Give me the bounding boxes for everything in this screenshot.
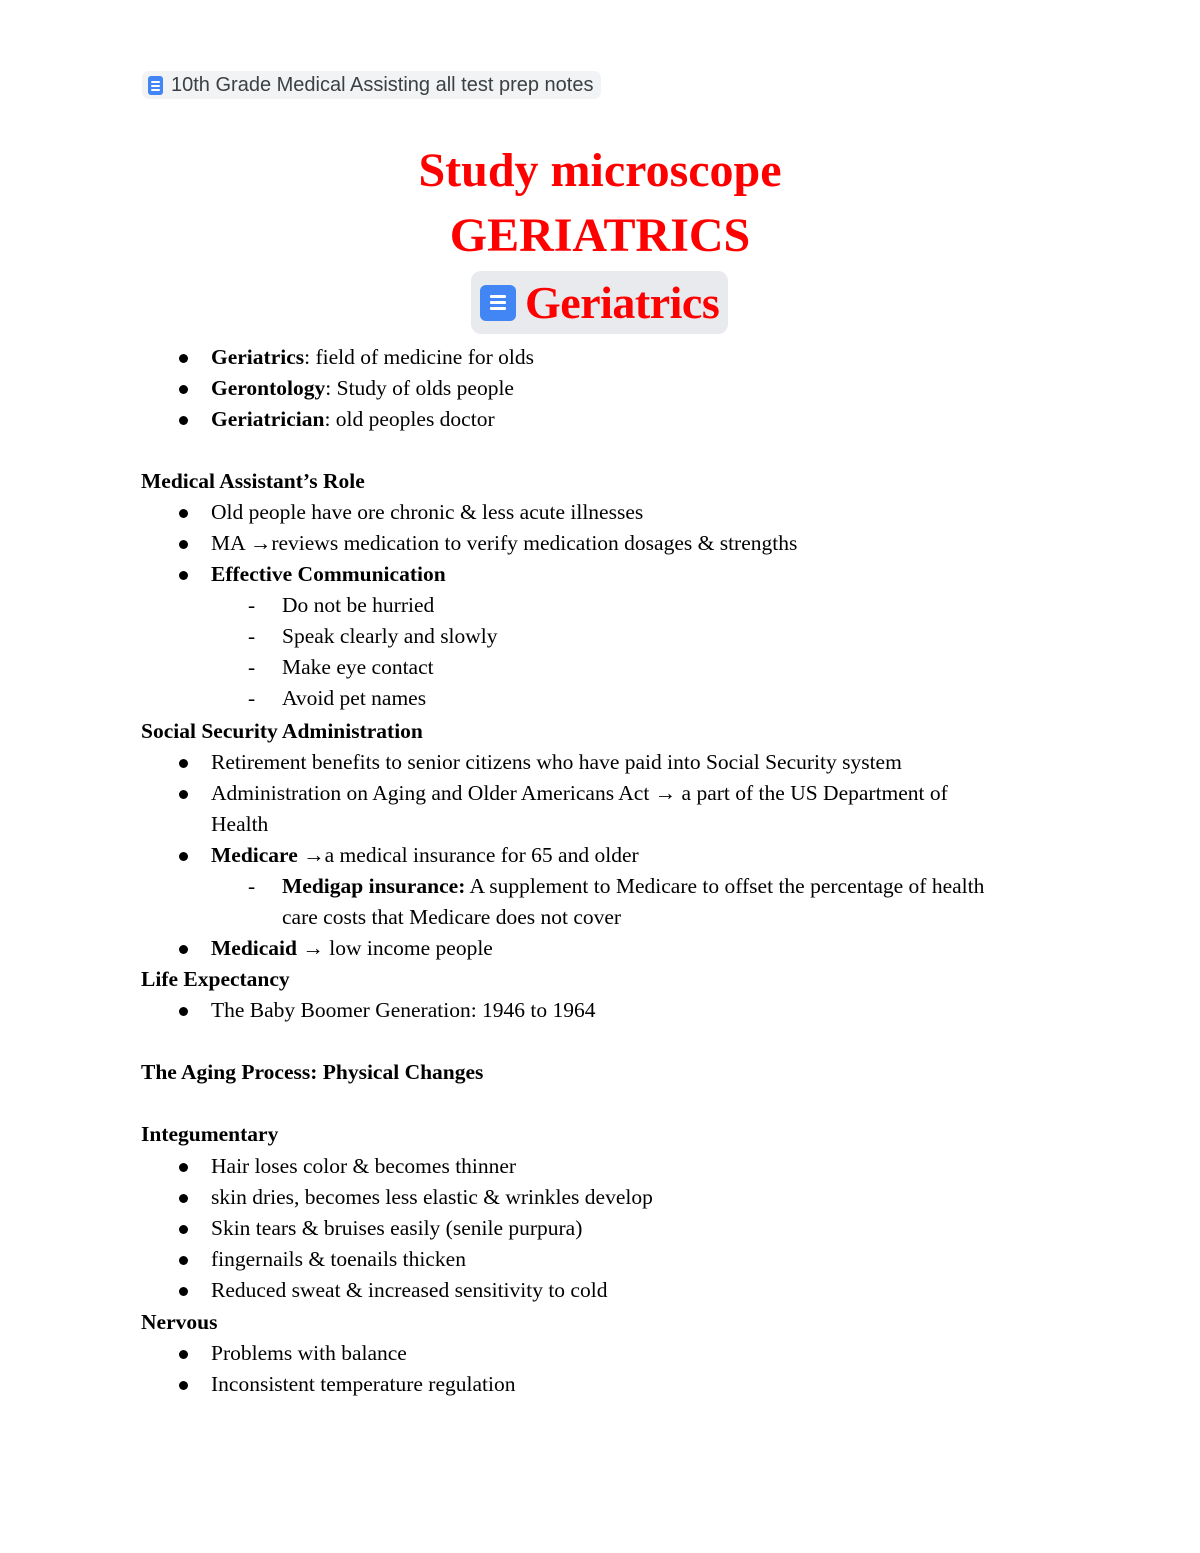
term: Geriatrician [211, 407, 325, 431]
term: Medicare [211, 843, 298, 867]
term: Effective Communication [211, 562, 446, 586]
title-line-2: GERIATRICS [449, 209, 751, 262]
bullet [179, 509, 188, 518]
sub-list-item: Speak clearly and slowly [282, 624, 498, 648]
definition-text: A supplement to Medicare to offset the percentage of health [465, 874, 985, 898]
bullet [179, 1163, 188, 1172]
list-item: Inconsistent temperature regulation [211, 1372, 516, 1396]
definition-text: : old peoples doctor [324, 407, 495, 431]
list-item: Retirement benefits to senior citizens who have paid into Social Security system [211, 750, 902, 774]
list-item [211, 559, 446, 590]
sub-list-item: Avoid pet names [282, 686, 427, 710]
list-item: The Baby Boomer Generation: 1946 to 1964 [211, 998, 596, 1022]
bullet [179, 416, 188, 425]
list-item: Hair loses color & becomes thinner [211, 1154, 517, 1178]
list-item: Reduced sweat & increased sensitivity to cold [211, 1278, 608, 1302]
bullet [179, 1287, 188, 1296]
section-heading: The Aging Process: Physical Changes [141, 1060, 484, 1084]
bullet [179, 1256, 188, 1265]
term: Gerontology [211, 376, 326, 400]
linked-doc-chip[interactable] [142, 71, 601, 99]
bullet [179, 1007, 188, 1016]
section-heading: Integumentary [141, 1122, 279, 1146]
term: Medicaid [211, 936, 297, 960]
section-heading: Nervous [141, 1310, 218, 1334]
list-item: fingernails & toenails thicken [211, 1247, 466, 1271]
bullet [179, 1381, 188, 1390]
dash-marker: - [248, 874, 256, 898]
bullet [179, 540, 188, 549]
sub-list-item: Do not be hurried [282, 593, 435, 617]
dash-marker: - [248, 624, 256, 648]
list-item: Skin tears & bruises easily (senile purpura) [211, 1216, 583, 1240]
bullet [179, 571, 188, 580]
sub-list-item-continued: care costs that Medicare does not cover [282, 905, 622, 929]
geriatrics-doc-chip[interactable] [471, 271, 728, 334]
linked-doc-title: 10th Grade Medical Assisting all test prep notes [171, 73, 594, 96]
dash-marker: - [248, 655, 256, 679]
definition-text: : field of medicine for olds [304, 345, 534, 369]
bullet [179, 852, 188, 861]
list-item: Administration on Aging and Older Americans Act → a part of the US Department of [211, 781, 948, 805]
section-heading: Social Security Administration [141, 719, 423, 743]
definition-text: →a medical insurance for 65 and older [297, 843, 639, 867]
list-item [211, 933, 493, 964]
definition-text: → low income people [297, 936, 493, 960]
sub-list-item [282, 871, 984, 902]
google-docs-icon [480, 285, 516, 321]
term: Geriatrics [211, 345, 305, 369]
bullet [179, 1350, 188, 1359]
list-item-continued: Health [211, 812, 269, 836]
section-heading: Life Expectancy [141, 967, 290, 991]
sub-list-item: Make eye contact [282, 655, 434, 679]
title-line-1: Study microscope [418, 144, 782, 197]
definition-text: : Study of olds people [325, 376, 514, 400]
google-docs-icon [148, 76, 163, 95]
bullet [179, 1225, 188, 1234]
geriatrics-chip-label: Geriatrics [525, 277, 720, 328]
list-item: MA →reviews medication to verify medication dosages & strengths [211, 531, 798, 555]
bullet [179, 385, 188, 394]
list-item: skin dries, becomes less elastic & wrinkles develop [211, 1185, 653, 1209]
bullet [179, 759, 188, 768]
list-item [211, 840, 639, 871]
list-item [211, 373, 514, 404]
list-item [211, 342, 534, 373]
bullet [179, 945, 188, 954]
list-item: Problems with balance [211, 1341, 407, 1365]
bullet [179, 1194, 188, 1203]
section-heading: Medical Assistant’s Role [141, 469, 365, 493]
list-item: Old people have ore chronic & less acute illnesses [211, 500, 644, 524]
bullet [179, 790, 188, 799]
bullet [179, 354, 188, 363]
term: Medigap insurance: [282, 874, 466, 898]
list-item [211, 404, 495, 435]
dash-marker: - [248, 593, 256, 617]
dash-marker: - [248, 686, 256, 710]
